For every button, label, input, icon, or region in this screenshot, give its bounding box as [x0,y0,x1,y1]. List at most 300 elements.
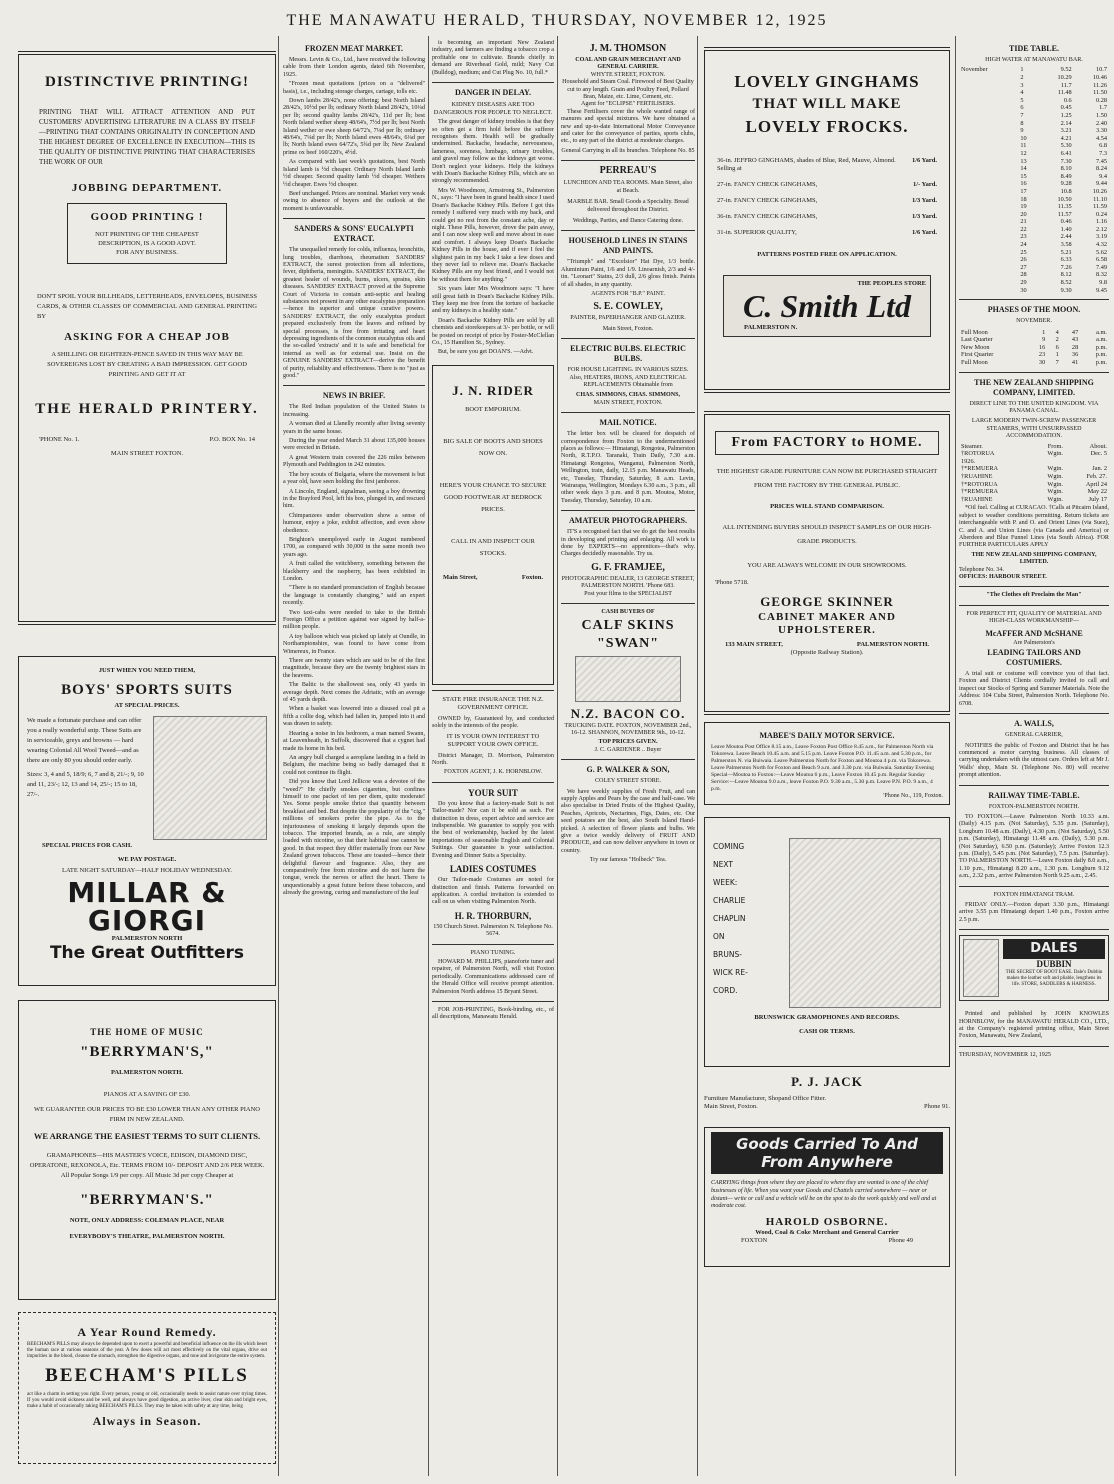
walls-name: A. WALLS, [1014,719,1054,729]
table-cell: 29 [1020,279,1027,287]
table-cell: 28 [1071,343,1079,351]
table-cell [959,271,1018,279]
masthead: THE MANAWATU HERALD, THURSDAY, NOVEMBER 12, 1925 [286,12,828,29]
table-cell: 0.45 [1060,104,1072,112]
tide-title: TIDE TABLE. [1009,44,1059,53]
chaplin: CHAPLIN [713,914,746,924]
coming: COMING [713,842,745,852]
skinner-phone: 'Phone 5718. [715,579,749,586]
table-cell: 9.8 [1099,279,1107,287]
table-cell: 6.58 [1095,256,1107,264]
paragraph: A woman died at Llanelly recently after living seventy years in the same house. [283,421,425,435]
berrymans-note: NOTE, ONLY ADDRESS: COLEMAN PLACE, NEAR [69,1217,225,1224]
table-cell: 14 [1020,165,1027,173]
table-cell: 1.40 [1060,225,1072,233]
fire-body: OWNED by, Guaranteed by, and conducted solely in the interests of the people. [432,715,554,730]
tide-row [959,66,1109,74]
column-6 [959,40,1109,1480]
printery-box: P.O. BOX No. 14 [209,436,255,443]
tide-row [959,211,1109,219]
divider [561,510,695,511]
gingham-price: 1/6 Yard. [911,157,937,164]
table-cell [959,264,1018,272]
framjee-address: PHOTOGRAPHIC DEALER, 13 GEORGE STREET, PALMERSTON NORTH. 'Phone 683. [561,575,695,590]
table-cell: 7 [1055,359,1059,366]
mabee-title: MABEE'S DAILY MOTOR SERVICE. [759,731,895,740]
dubbin-name: DUBBIN [1036,959,1072,970]
table-cell: 3.19 [1095,233,1107,241]
rider-town: Foxton. [521,573,543,581]
table-cell [959,150,1018,158]
table-cell: p.m. [1095,359,1107,366]
bp-paint: AGENTS FOR "B.P." PAINT. [591,290,665,297]
divider [959,586,1109,587]
walker-tea: Try our famous "Holbeck" Tea. [589,857,667,864]
table-cell: July 17 [1088,495,1107,503]
perfect-fit: FOR PERFECT FIT, QUALITY OF MATERIAL AND HIGH-CLASS WORKMANSHIP— [966,610,1102,625]
table-cell: 2.14 [1060,119,1072,127]
tide-row [959,203,1109,211]
music-home: THE HOME OF MUSIC [90,1027,204,1037]
table-cell: 4 [1020,89,1024,97]
rider-sub: BOOT EMPORIUM. [465,405,521,413]
berrymans-name: "BERRYMAN'S," [80,1044,214,1060]
beechams-pills: BEECHAM'S PILLS [45,1365,249,1386]
good-printing-box [67,203,227,264]
column-rule [428,36,429,1476]
tide-row [959,271,1109,279]
ginghams-line-3: LOVELY FROCKS. [745,117,909,136]
beechams-body: BEECHAM'S PILLS may always be depended upon to exert a powerful and beneficial influence on the ills which beset the human race at various seasons of the year. A few doses will act most effectively on the vital organs, drive out impurities in the blood, cleanse the stomach, strengthen the digestive organs, and tone and invigorate the entire system. [27,1342,267,1359]
column-1 [18,40,276,1480]
table-cell: 11.59 [1093,203,1107,211]
paragraph: Doan's Backache Kidney Pills are sold by all chemists and storekeepers at 3/- per bottle, or will be posted on receipt of price by Foster-McClellan Co., 15 Hamilton St., Sydney. [432,317,554,346]
table-cell: 0.46 [1060,218,1072,226]
table-cell: 17 [1020,187,1027,195]
bruns: BRUNS- [713,950,742,960]
swan-brand: "SWAN" [597,635,659,651]
tide-row [959,120,1109,128]
mcaffer-leading: LEADING TAILORS AND COSTUMIERS. [987,648,1081,668]
table-cell [959,196,1018,204]
thomson-name: J. M. THOMSON [589,43,667,54]
boy-illustration [153,716,267,840]
danger-title: DANGER IN DELAY. [454,88,532,98]
tide-row [959,188,1109,196]
frozen-meat-title: FROZEN MEAT MARKET. [304,44,403,53]
gingham-item [717,197,937,205]
table-cell: 9.44 [1095,180,1107,188]
imprint: Printed and published by JOHN KNOWLES HORNBLOW, for the MANAWATU HERALD CO., LTD., at the Company's registered printing office, Main Street Foxton, Manawatu, New Zealand, [959,1011,1109,1040]
table-cell: 11.26 [1093,81,1107,89]
table-cell [959,249,1018,257]
table-cell: Wgtn. [1047,495,1063,503]
table-cell: 0.28 [1095,96,1107,104]
patterns-free: PATTERNS POSTED FREE ON APPLICATION. [757,251,897,258]
printing-body: PRINTING THAT WILL ATTRACT ATTENTION AND PUT CUSTOMERS' ADVERTISING LITERATURE IN A CLASS BY ITSELF—PRINTING THAT CONTAINS ORIGINALITY IN CONCEPTION AND THE HIGHEST DEGREE OF EXCELLENCE IN EXECUTION—THIS IS THE QUALITY OF DISTINCTIVE PRINTING THAT CHARACTERISES THE WORK OF OUR [39,108,255,166]
tide-row [959,256,1109,264]
table-cell: 22 [1020,225,1027,233]
table-cell: 5.62 [1095,248,1107,256]
beechams-ad [18,1312,276,1464]
table-cell: †RUAHINE [961,495,993,503]
table-cell: p.m. [1095,343,1107,351]
paragraph: Brighton's unemployed early in August numbered 1700, as compared with 30,000 in the same month two years ago. [283,536,425,558]
berrymans-terms: WE ARRANGE THE EASIEST TERMS TO SUIT CLIENTS. [33,1131,261,1141]
trucking-date: TRUCKING DATE. FOXTON, NOVEMBER 2nd., 16-12. SHANNON, NOVEMBER 9th., 10-12. [564,722,692,736]
table-cell: April 24 [1085,480,1107,488]
table-cell [959,120,1018,128]
table-cell: 7.26 [1060,263,1072,271]
osborne-banner: Goods Carried To And From Anywhere [711,1132,943,1174]
table-cell: †ROTORUA [961,450,995,458]
mcaffer-are: Are Palmerston's [1013,639,1055,646]
table-cell: 8.49 [1060,172,1072,180]
paragraph: An angry bull charged a aeroplane landing in a field in Belgium, the machine being so badly damaged that it could not continue its flight. [283,754,425,776]
gramophone-illustration [789,838,941,1008]
divider [959,372,1109,373]
table-cell: †*REMUERA [961,465,999,473]
divider [959,299,1109,300]
divider [561,160,695,161]
osborne-town: FOXTON [741,1236,768,1244]
shipping-row [959,465,1109,473]
table-cell: 9 [1020,127,1024,135]
shipping-large: LARGE MODERN TWIN-SCREW PASSENGER STEAMERS, WITH UNSURPASSED ACCOMMODATION. [971,418,1097,440]
table-cell: 6 [1020,104,1024,112]
gingham-price: 1/- Yard. [913,181,937,188]
cowley-trade: PAINTER, PAPERHANGER AND GLAZIER. [570,315,686,322]
paragraph: As compared with last week's quotations, best North Island lamb is ½d cheaper. Ordinary North Island lamb ½d cheaper. Second quality lamb ½d cheaper. Wethers ½d cheaper. Ewes ½d cheaper. [283,159,425,188]
berrymans-guarantee: WE GUARANTEE OUR PRICES TO BE £30 LOWER THAN ANY OTHER PIANO FIRM IN NEW ZEALAND. [34,1106,260,1123]
table-cell: 1 [1055,351,1059,359]
pig-illustration [575,656,681,702]
table-cell: 10.50 [1057,195,1072,203]
week: WEEK: [713,878,738,888]
table-cell: 10.26 [1092,187,1107,195]
table-cell: 4.32 [1095,241,1107,249]
gingham-name: 31-in. SUPERIOR QUALITY, [717,229,797,236]
calf-skins: CALF SKINS [581,617,675,633]
on: ON [713,932,725,942]
gramophones: GRAMAPHONES—HIS MASTER'S VOICE, EDISON, DIAMOND DISC, OPERATONE, REXONOLA, Etc. TERMS FROM 10/- DEPOSIT AND 2/6 PER WEEK. All Popular Songs 1/9 per copy. All Music 3d per copy Cheaper at [29,1152,265,1179]
framjee-name: G. F. FRAMJEE, [591,561,665,573]
tide-row [959,104,1109,112]
jack-phone: Phone 91. [924,1103,950,1111]
table-cell [959,82,1018,90]
osborne-body: CARRYING things from where they are placed to where they are wanted is one of the chief businesses of life. When you want your Goods and Chattels carried somewhere — near or distant— write or call and a vehicle will be on the spot to do the work quickly and well and at moderate cost. [711,1180,937,1210]
walker-name: G. P. WALKER & SON, [586,765,670,775]
table-cell: Wgtn. [1047,488,1063,496]
jack-street: Main Street, Foxton. [704,1103,758,1111]
imprint-date: THURSDAY, NOVEMBER 12, 1925 [959,1051,1051,1058]
paragraph: There are twenty stars which are said to be of the first magnitude, because they are the twenty brightest stars in the heavens. [283,658,425,679]
moon-row [959,359,1109,367]
paragraph: Down lambs 28/42's, none offering; best North Island 28/42's, 10½d per lb; ordinary North Island 28/42's, 10¼d per lb; second quality lambs 28/42's, 11d per lb; best North Island wether sheep 48/64's, 7½d per lb; best North Island wether or ewe sheep 64/72's, 7¼d per lb; ordinary 48/64's, 7¼d per lb; North Island ewes 48/64's, 6¼d per lb; North Island ewes 64/72's, 5¾d per lb; New Zealand prime ox beef 160/220's, 4½d. [283,98,425,156]
table-cell: 11.50 [1093,89,1107,97]
jack-name: P. J. JACK [791,1074,863,1090]
table-cell: 2.40 [1095,119,1107,127]
beechams-body-2: act like a charm in setting you right. Every person, young or old, occasionally needs to assist nature over trying times. If you would avoid sickness and be well, and always have good digestion, an active liver, clear skin and bright eyes, make a habit of occasionally taking BEECHAM'S PILLS. They may be taken with safety at any time, being [27,1392,267,1409]
walls-body: NOTIFIES the public of Foxton and District that he has commenced a motor carrying business. All classes of carrying undertaken with the utmost care. Orders left at Mr J. Walls' shop, Main St. (Telephone No. 80) will receive prompt attention. [959,742,1109,779]
table-cell: 16 [1038,343,1046,351]
table-cell: New Moon [961,343,990,351]
suits-postage: WE PAY POSTAGE. [117,856,177,863]
table-cell: 26 [1020,256,1027,264]
table-cell [959,173,1018,181]
tide-row [959,196,1109,204]
table-cell: 21 [1020,218,1027,226]
table-cell [959,211,1018,219]
walker-body: We have weekly supplies of Fresh Fruit, and can supply Apples and Pears by the case and half-case. We also specialise in Dried Fruits of the Highest Quality, Peaches, Apricots, Nectarines, Figs, Dates, etc. Our seed potatoes are the best, also South Island Hand-picked. A selection of flower plants and bulbs. We give a twice weekly delivery of FRUIT AND PRODUCE, and can now deliver anywhere in town or country. [561,788,695,854]
table-cell: 10.46 [1092,74,1107,81]
divider [959,929,1109,930]
tobacco-continued: is becoming an important New Zealand industry, and farmers are finding a tobacco crop a profitable one to cultivate. Brands chiefly in demand are Riverhead Gold, mild; Navy Cut (Bulldog), medium; and Cut Plug No. 10, full.* [432,40,554,76]
skinner-trade: CABINET MAKER AND UPHOLSTERER. [758,611,896,636]
thomson-body: Household and Steam Coal. Firewood of Best Quality cut to any length. Grain and Poultry Feed, Pollard Bran, Maize, etc. Lime, Cement, etc. [562,79,694,101]
rider-sale: BIG SALE OF BOOTS AND SHOES NOW ON. [443,437,543,457]
table-cell: 11.48 [1057,89,1072,97]
shipping-row [959,496,1109,504]
table-cell: May 22 [1087,488,1107,496]
thomson-body-2: These Fertilisers cover the whole wanted range of manures and special mixtures. We have obtained a new and up-to-date International Motor Conveyance and cater for the conveyance of parties, sports clubs, etc., to any part of the district at moderate charges. [561,108,695,145]
table-cell [959,97,1018,105]
table-cell: 11.35 [1057,203,1072,211]
beechams-title: A Year Round Remedy. [77,1325,217,1339]
piano-body: HOWARD M. PHILLIPS, pianoforte tuner and repairer, of Palmerston North, will visit Foxton periodically. Communications addressed care of the Herald Office will receive prompt attention. Palmerston North address 15 Bryant Street. [432,958,554,995]
shipping-title: THE NEW ZEALAND SHIPPING COMPANY, LIMITED. [974,377,1094,397]
table-cell: a.m. [1096,328,1107,336]
osborne-ad [704,1127,950,1267]
top-prices: TOP PRICES GIVEN. [598,739,658,746]
shipping-offices: OFFICES: HARBOUR STREET. [959,574,1047,581]
divider [959,713,1109,714]
railway-sub: FOXTON-PALMERSTON NORTH. [988,803,1080,810]
table-cell [959,127,1018,135]
table-cell: 6.41 [1060,149,1072,157]
table-cell: 3.58 [1060,241,1072,249]
frozen-meat-article [283,57,425,213]
beechams-season: Always in Season. [92,1414,202,1428]
table-cell: 0.24 [1095,210,1107,218]
table-cell [959,218,1018,226]
paragraph: Hearing a noise in his bedroom, a man named Swann, at Leavenheath, in Suffolk, discovered that a cygnet had made its home in his bed. [283,730,425,752]
wick-re: WICK RE- [713,968,748,978]
table-cell [959,279,1018,287]
divider [432,690,554,691]
column-rule [278,36,279,1476]
paragraph: The Baltic is the shallowest sea, only 43 yards in average depth. Next comes the Adriatic, with an average of 45 yards depth. [283,682,425,704]
divider [561,230,695,231]
simmons-name: CHAS. SIMMONS, CHAS. SIMMONS, [575,392,681,399]
osborne-contact [711,1237,943,1245]
skinner-town: PALMERSTON NORTH. [856,641,929,648]
table-cell: 1 [1020,66,1024,74]
table-cell [1031,458,1065,466]
framjee-post: Post your films to the SPECIALIST [584,590,672,597]
table-cell: Wgtn. [1047,480,1063,488]
table-cell: 47 [1071,328,1079,336]
skinner-ad [704,414,950,712]
mail-title: MAIL NOTICE. [599,418,657,428]
berrymans-place: PALMERSTON NORTH. [110,1069,184,1076]
thorburn-name: H. R. THORBURN, [454,910,532,921]
table-cell: 36 [1071,351,1079,359]
table-cell: 9.4 [1099,172,1107,180]
sanders-title: SANDERS & SONS' EUCALYPTI EXTRACT. [294,224,414,244]
amateur-title: AMATEUR PHOTOGRAPHERS. [569,516,687,526]
paragraph: Messrs. Levin & Co., Ltd., have received the following cable from their London agents, dated 6th November, 1925. [283,57,425,78]
table-cell: 6.33 [1060,256,1072,264]
mabee-body: Leave Moutoa Post Office 8.15 a.m., Leave Foxton Post Office 8.45 a.m., for Palmerston North via Tokorewa. Leave Beach 10.45 a.m. and 5.15 p.m. Leave Foxton P.O. 11.45 a.m. and 5.30 p.m., for Palmerston N. via Buiwaia. Leave Palmerston North for Foxton and Moutoa 4 p.m. via Tokorewa. Leave Palmerston North for Foxton and Beach 9 a.m. and 3.30 p.m. via Buiwaia. Saturday Evening Special—Moutoa to Foxton:—Leave Moutoa 6 p.m., Leave Foxton 10.45 p.m. Regular Sunday Service:—Leave Moutoa 9.0 a.m., leave Foxton P.O. 9.30 a.m., 5.30 p.m. Leave P.N. P.O. 9 a.m., 4 p.m. [711,744,934,792]
printery-ad [18,54,276,622]
paragraph: A toy balloon which was picked up lately at Oundle, in Northamptonshire, was found to have come from Wimereux, in France. [283,633,425,655]
divider [561,603,695,604]
table-cell: 6 [1055,343,1059,351]
tide-row [959,165,1109,173]
osborne-phone: Phone 49 [888,1236,913,1244]
table-cell [959,74,1018,82]
suits-late-night: LATE NIGHT SATURDAY—HALF HOLIDAY WEDNESDAY. [61,867,233,874]
jack-furniture: Furniture Manufacturer, Shopand Office Fitter. [704,1095,827,1103]
table-cell: 1 [1042,328,1046,336]
table-cell [959,180,1018,188]
sanders-article [283,247,425,380]
news-article [283,404,425,897]
tide-row [959,180,1109,188]
skinner-name: GEORGE SKINNER [760,594,894,609]
mail-body: The letter box will be cleared for despatch of correspondence from Foxton to the undermentioned places as follows:— Himatangi, Rongotea, Palmerston North, R.T.P.O. Taranaki, Train Daily, 7.30 a.m. Himatangi Rongotea, Wanganui, Palmerston North, Wellington, train, daily, 12.15 p.m. Manawatu Heads, etc, Tuesday, Thursday, Saturday, 8 a.m. Levin, Wairarapa, Wellington, Mondays 6.30 a.m., 3 p.m., all other week days 3 p.m. and 8 p.m. Moutoa, Motor, Tuesday, Thursday, Saturday, 10 a.m. [561,431,695,504]
table-cell: 19 [1020,203,1027,211]
dont-spoil: DON'T SPOIL YOUR BILLHEADS, LETTERHEADS, ENVELOPES, BUSINESS CARDS, & OTHER CLASSES OF COMMERCIAL AND GENERAL PRINTING BY [37,293,257,320]
tide-row [959,82,1109,90]
railway-body: TO FOXTON.—Leave Palmerston North 10.33 a.m. (Daily) 4.15 p.m. (Not Saturday), 5.35 p.m. (Saturday), Longburn 10.48 a.m. (Daily), 4.30 p.m. (Not Saturday), 5.50 p.m. (Saturday), Himatangi 11.48 a.m. (Daily), 5.30 p.m. (Not Saturday), 6.50 p.m. (Saturday); Arrive Foxton 12.3 p.m. (Daily), 5.45 p.m. (Not Saturday), 7.5 p.m. (Saturday). TO PALMERSTON NORTH.—Leave Foxton daily 8.0 a.m., 1.10 p.m., Himatangi 8.20 a.m., 1.30 p.m. Longburn 9.12 a.m., 2.32 p.m., arrive Palmerston North 9.25 a.m., 2.45. [959,813,1109,880]
shipping-notes: *Oil fuel. Calling at CURACAO. †Calls at Pitcairn Island, subject to weather conditions permitting. Return tickets are interchangeable with P. and O. and Orient Lines (via Suez), C. and A. and Union Lines (via Canada and America) or Aberdeen and Blue Funnel Lines (via South Africa). FOR FURTHER PARTICULARS APPLY [959,505,1109,549]
table-cell: 9 [1042,336,1046,344]
peoples-store: THE PEOPLES STORE [857,280,926,287]
millar-giorgi-town: PALMERSTON NORTH [111,935,183,942]
divider [561,759,695,760]
table-cell: 41 [1071,359,1079,366]
piano-title: PIANO TUNING. [470,949,516,956]
tide-row [959,241,1109,249]
swan-head: CASH BUYERS OF [601,609,655,616]
tide-row [959,150,1109,158]
good-printing-note: NOT PRINTING OF THE CHEAPEST DESCRIPTION, IS A GOOD ADVT. FOR ANY BUSINESS. [95,231,199,256]
suit-title: YOUR SUIT [468,787,518,798]
table-cell: 16 [1020,180,1027,188]
next: NEXT [713,860,733,870]
cash-or-terms: CASH OR TERMS. [799,1028,855,1036]
table-cell [959,158,1018,166]
table-cell: 0.6 [1063,96,1072,104]
paragraph: A great Western train covered the 226 miles between Plymouth and Paddington in 242 minutes. [283,454,425,469]
tram-title: FOXTON HIMATANGI TRAM. [993,891,1075,898]
table-cell: 2.12 [1095,225,1107,233]
perreau-marble-bar: MARBLE BAR. Small Goods a Speciality. Bread delivered throughout the District. [567,199,689,213]
table-cell: 3.30 [1095,127,1107,135]
factory-line-1: THE HIGHEST GRADE FURNITURE CAN NOW BE PURCHASED STRAIGHT FROM THE FACTORY BY THE GENERAL PUBLIC. [716,468,938,489]
danger-article [432,119,554,357]
dubbin-tin-illustration [963,939,999,997]
news-title: NEWS IN BRIEF. [322,391,386,401]
tide-row [959,249,1109,257]
table-cell: 5.21 [1060,248,1072,256]
moon-row [959,344,1109,352]
divider [432,1001,554,1002]
paragraph: During the year ended March 31 about 135,000 houses were erected in Britain. [283,438,425,452]
dubbin-ad [959,935,1109,1001]
table-cell: 30 [1038,359,1046,366]
skinner-street: 133 MAIN STREET, [725,641,783,648]
cord: CORD. [713,986,738,996]
table-cell: 3 [1020,81,1024,89]
berrymans-ad [18,1000,276,1300]
gingham-list [717,157,937,237]
railway-title: RAILWAY TIME-TABLE. [988,790,1080,800]
nz-bacon-co: N.Z. BACON CO. [570,705,686,721]
bulbs-body: FOR HOUSE LIGHTING. IN VARIOUS SIZES. Also, HEATERS, IRONS, AND ELECTRICAL REPLACEMENTS Obtainable from [567,367,689,388]
table-cell: 25 [1020,248,1027,256]
table-cell: Full Moon [961,359,988,366]
table-header-cell: Steamer. [961,442,983,450]
table-cell: Full Moon [961,328,988,336]
table-cell: 27 [1020,263,1027,271]
table-cell: 7 [1020,111,1024,119]
tide-row [959,97,1109,105]
printery-phone: 'PHONE No. 1. [39,436,80,443]
paragraph: The unequalled remedy for colds, influenza, bronchitis, lung troubles, diarrhoea, rheumatism SANDERS' EXTRACT, the surest protection from all infections, fever, diphtheria, meningitis. SANDERS' EXTRACT, the greatest healer of wounds, burns, ulcers, sprains, skin diseases. SANDERS' EXTRACT proved at the Supreme Court of Victoria to contain anti-septic and healing substances not present in any other eucalyptus preparation—hence its superior and unique curative powers. SANDERS' EXTRACT, the only eucalyptus product prepared exclusively from the leaves and refined by special processes, is free from irritating and heart depressing ingredients of the common eucalyptus oils and the so-called 'extracts' and it is safe and beneficial for internal as well as for external use. Insist on the GENUINE SANDERS' EXTRACT—derive the benefit of purity, reliability and effectiveness. There is no "just as good." [283,247,425,380]
good-printing: GOOD PRINTING ! [90,211,204,223]
table-cell: 23 [1038,351,1046,359]
brunswick-gramophones: BRUNSWICK GRAMOPHONES AND RECORDS. [754,1014,900,1022]
table-cell: 13 [1020,157,1027,165]
stains-body: "Triumph" and "Excelsior" Hat Dye, 1/3 bottle. Aluminium Paint, 1/6 and 1/9. Linoarnish, 2/3 and 4/- tin. "Leonart" Stains, 2/3 dull, 2/6 gloss finish. Paints of all shades, in any quantity. [561,259,695,288]
suits-cash: SPECIAL PRICES FOR CASH. [42,842,132,849]
table-cell: Wgtn. [1047,473,1063,480]
dubbin-body: THE SECRET OF BOOT EASE. Dale's Dubbin makes the leather soft and pliable, lengthens its life. STORE, SADDLERS & HARNESS. [1005,970,1103,988]
shipping-row [959,481,1109,489]
table-cell: 8 [1020,119,1024,127]
table-cell: 6.8 [1099,142,1107,150]
table-cell: 4.54 [1095,134,1107,142]
table-cell: Wgtn. [1047,450,1063,458]
dubbin-brand: DALES [1003,939,1105,959]
table-cell: †*ROTORUA [961,480,998,488]
moon-row [959,336,1109,344]
shipping-row [959,450,1109,458]
tide-sub: HIGH WATER AT MANAWATU BAR. [985,57,1083,63]
thomson-sub: COAL AND GRAIN MERCHANT AND GENERAL CARRIER. [575,57,681,71]
divider [432,782,554,783]
table-cell: 7.3 [1099,149,1107,157]
table-cell: 10.29 [1057,74,1072,81]
table-cell: 1.16 [1095,218,1107,226]
column-5 [704,40,950,1480]
printery-contact [27,436,267,444]
printery-street: MAIN STREET FOXTON. [110,450,184,457]
factory-line-3: ALL INTENDING BUYERS SHOULD INSPECT SAMPLES OF OUR HIGH-GRADE PRODUCTS. [722,524,932,545]
table-cell: 9.30 [1060,286,1072,294]
divider [959,1046,1109,1047]
factory-title: From FACTORY to HOME. [715,431,939,455]
millar-giorgi-tag: The Great Outfitters [49,943,245,963]
table-cell: 43 [1071,336,1079,344]
fire-interest: IT IS YOUR OWN INTEREST TO SUPPORT YOUR OWN OFFICE. [446,732,540,748]
mabee-phone: 'Phone No., 119, Foxton. [883,793,943,799]
table-cell: 7.45 [1095,157,1107,165]
shilling-saved: A SHILLING OR EIGHTEEN-PENCE SAVED IN THIS WAY MAY BE SOVEREIGNS LOST BY CREATING A BAD IMPRESSION. GET GOOD PRINTING AND GET IT AT [47,351,247,378]
